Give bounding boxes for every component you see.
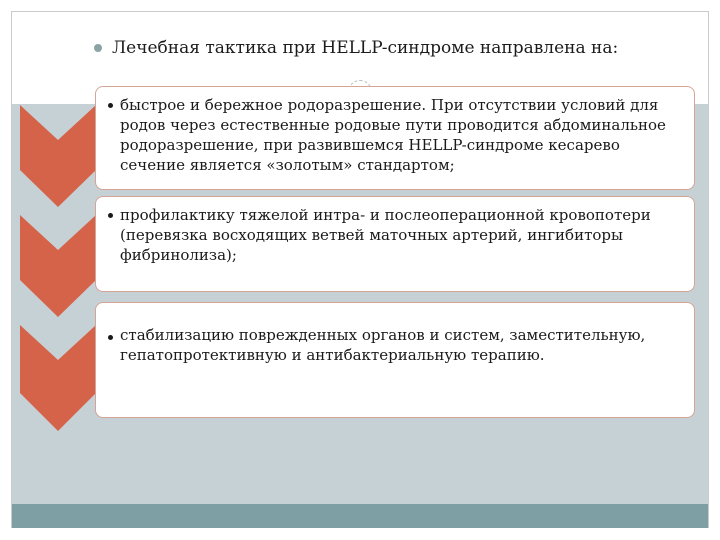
title-bullet-icon (94, 44, 102, 52)
list-item-1 (95, 86, 695, 190)
chevron-arrow-3 (20, 325, 96, 431)
bullet-icon (108, 103, 113, 108)
chevron-arrow-1 (20, 105, 96, 207)
bullet-icon (108, 213, 113, 218)
slide-title (94, 38, 694, 58)
slide-title-text: Лечебная тактика при HELLP-синдроме направлена на: (112, 38, 619, 58)
list-item-text: быстрое и бережное родоразрешение. При отсутствии условий для родов через естественные родовые пути проводится абдоминальное родоразрешение, при развившемся HELLP-синдроме кесарево сечение является «золотым» стандартом; (120, 96, 666, 174)
chevron-column (20, 95, 100, 435)
list-item-text: профилактику тяжелой интра- и послеоперационной кровопотери (перевязка восходящих ветвей маточных артерий, ингибиторы фибринолиза); (120, 206, 651, 264)
chevron-arrow-2 (20, 215, 96, 317)
list-item-3 (95, 302, 695, 418)
bottom-band (12, 504, 708, 528)
bullet-icon (108, 335, 113, 340)
list-item-2 (95, 196, 695, 292)
list-item-text: стабилизацию поврежденных органов и систем, заместительную, гепатопротективную и антибактериальную терапию. (120, 326, 646, 364)
